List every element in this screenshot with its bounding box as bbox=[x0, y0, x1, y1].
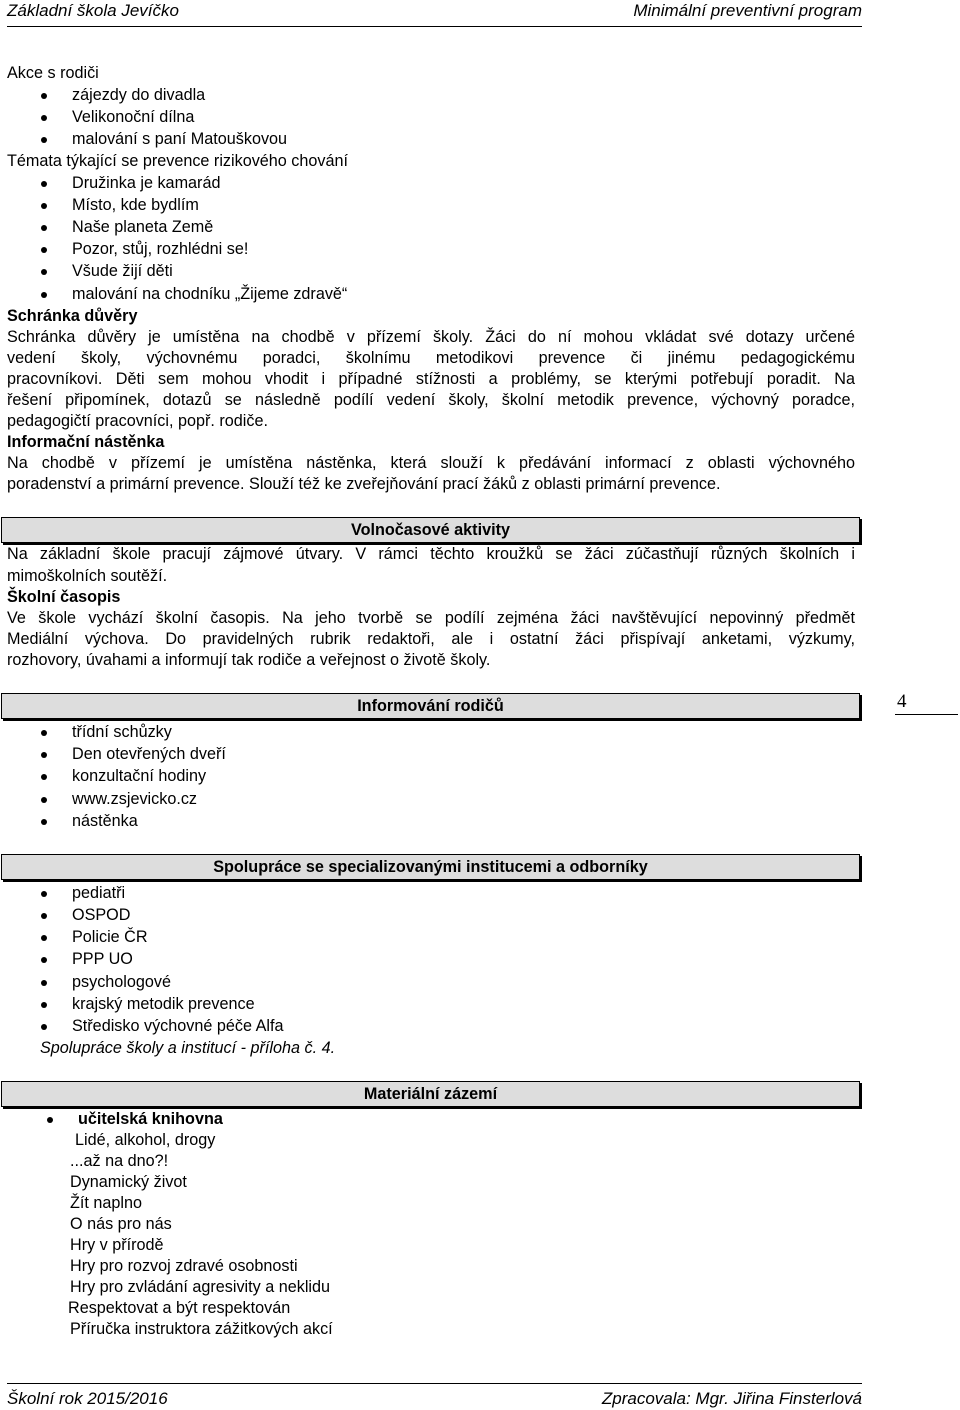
paragraph-line: Na základní škole pracují zájmové útvary. V rámci těchto kroužků se žáci zúčastňují různých školních i bbox=[7, 545, 855, 563]
list-item: OSPOD bbox=[72, 905, 130, 927]
list-item: zájezdy do divadla bbox=[72, 85, 205, 107]
paragraph-line: Mediální výchova. Do pravidelných rubrik redaktoři, ale i ostatní žáci přispívají anketami, výzkumy, bbox=[7, 630, 855, 648]
list-item: učitelská knihovna bbox=[78, 1109, 223, 1131]
paragraph-line: rozhovory, úvahami a informují tak rodiče a veřejnost o životě školy. bbox=[7, 651, 491, 669]
list-item: malování s paní Matouškovou bbox=[72, 129, 287, 151]
list-item: nástěnka bbox=[72, 811, 138, 833]
list-item: O nás pro nás bbox=[70, 1215, 172, 1233]
program-name: Minimální preventivní program bbox=[633, 1, 862, 20]
section-title: Materiální zázemí bbox=[363, 1085, 498, 1103]
paragraph-line: řešení připomínek, dotazů se následně podílí vedení školy, školní metodik prevence, výchovný poradce, bbox=[7, 391, 855, 409]
spoluprace-note: Spolupráce školy a institucí - příloha č. 4. bbox=[40, 1039, 336, 1057]
list-item: malování na chodníku „Žijeme zdravě“ bbox=[72, 284, 347, 306]
list-item: Žít naplno bbox=[70, 1194, 142, 1212]
list-item: pediatři bbox=[72, 883, 125, 905]
list-item: ...až na dno?! bbox=[70, 1152, 169, 1170]
list-item: www.zsjevicko.cz bbox=[72, 789, 197, 811]
list-item: Hry pro zvládání agresivity a neklidu bbox=[70, 1278, 331, 1296]
section-box-spoluprace bbox=[1, 854, 860, 880]
schranka-heading: Schránka důvěry bbox=[7, 307, 138, 325]
list-item: Respektovat a být respektován bbox=[68, 1299, 291, 1317]
list-item: Hry v přírodě bbox=[70, 1236, 164, 1254]
paragraph-line: Schránka důvěry je umístěna na chodbě v přízemí školy. Žáci do ní mohou vkládat své dotazy určené bbox=[7, 328, 855, 346]
page-number: 4 bbox=[895, 690, 958, 715]
list-item: Dynamický život bbox=[70, 1173, 187, 1191]
section-title: Informování rodičů bbox=[357, 697, 504, 715]
list-item: Družinka je kamarád bbox=[72, 173, 220, 195]
paragraph-line: mimoškolních soutěží. bbox=[7, 567, 168, 585]
akce-title: Akce s rodiči bbox=[7, 64, 99, 82]
section-box-material bbox=[1, 1081, 860, 1107]
school-year: Školní rok 2015/2016 bbox=[7, 1389, 168, 1408]
list-item: Naše planeta Země bbox=[72, 217, 213, 239]
list-item: Pozor, stůj, rozhlédni se! bbox=[72, 239, 248, 261]
paragraph-line: Na chodbě v přízemí je umístěna nástěnka, která slouží k předávání informací z oblasti výchovného bbox=[7, 454, 855, 472]
author: Zpracovala: Mgr. Jiřina Finsterlová bbox=[601, 1389, 862, 1408]
page-header bbox=[7, 0, 862, 27]
casopis-heading: Školní časopis bbox=[7, 588, 121, 606]
section-box-volnocasove bbox=[1, 517, 860, 543]
list-item: Den otevřených dveří bbox=[72, 744, 226, 766]
paragraph-line: poradenství a primární prevence. Slouží též ke zveřejňování prací žáků z oblasti primární prevence. bbox=[7, 475, 721, 493]
list-item: Všude žijí děti bbox=[72, 261, 173, 283]
list-item: Středisko výchovné péče Alfa bbox=[72, 1016, 283, 1038]
list-item: Velikonoční dílna bbox=[72, 107, 194, 129]
paragraph-line: pracovníkovi. Děti sem mohou vhodit i případné stížnosti a problémy, se kterými potřebují poradit. Na bbox=[7, 370, 855, 388]
list-item: třídní schůzky bbox=[72, 722, 172, 744]
school-name: Základní škola Jevíčko bbox=[7, 1, 179, 20]
section-title: Volnočasové aktivity bbox=[351, 521, 510, 539]
list-item: Příručka instruktora zážitkových akcí bbox=[70, 1320, 333, 1338]
paragraph-line: vedení školy, výchovnému poradci, školnímu metodikovi prevence či jinému pedagogickému bbox=[7, 349, 855, 367]
list-item: Lidé, alkohol, drogy bbox=[75, 1131, 216, 1149]
nastenka-heading: Informační nástěnka bbox=[7, 433, 165, 451]
list-item: PPP UO bbox=[72, 949, 133, 971]
section-box-informovani bbox=[1, 693, 860, 719]
temata-title: Témata týkající se prevence rizikového chování bbox=[7, 152, 348, 170]
list-item: Hry pro rozvoj zdravé osobnosti bbox=[70, 1257, 298, 1275]
list-item: Místo, kde bydlím bbox=[72, 195, 199, 217]
list-item: konzultační hodiny bbox=[72, 766, 206, 788]
list-item: Policie ČR bbox=[72, 927, 148, 949]
paragraph-line: Ve škole vychází školní časopis. Na jeho tvorbě se podílí zejména žáci navštěvující nepovinný předmět bbox=[7, 609, 855, 627]
page-footer bbox=[7, 1383, 862, 1410]
list-item: krajský metodik prevence bbox=[72, 994, 255, 1016]
paragraph-line: pedagogičtí pracovníci, popř. rodiče. bbox=[7, 412, 268, 430]
section-title: Spolupráce se specializovanými institucemi a odborníky bbox=[213, 858, 648, 876]
list-item: psychologové bbox=[72, 972, 171, 994]
